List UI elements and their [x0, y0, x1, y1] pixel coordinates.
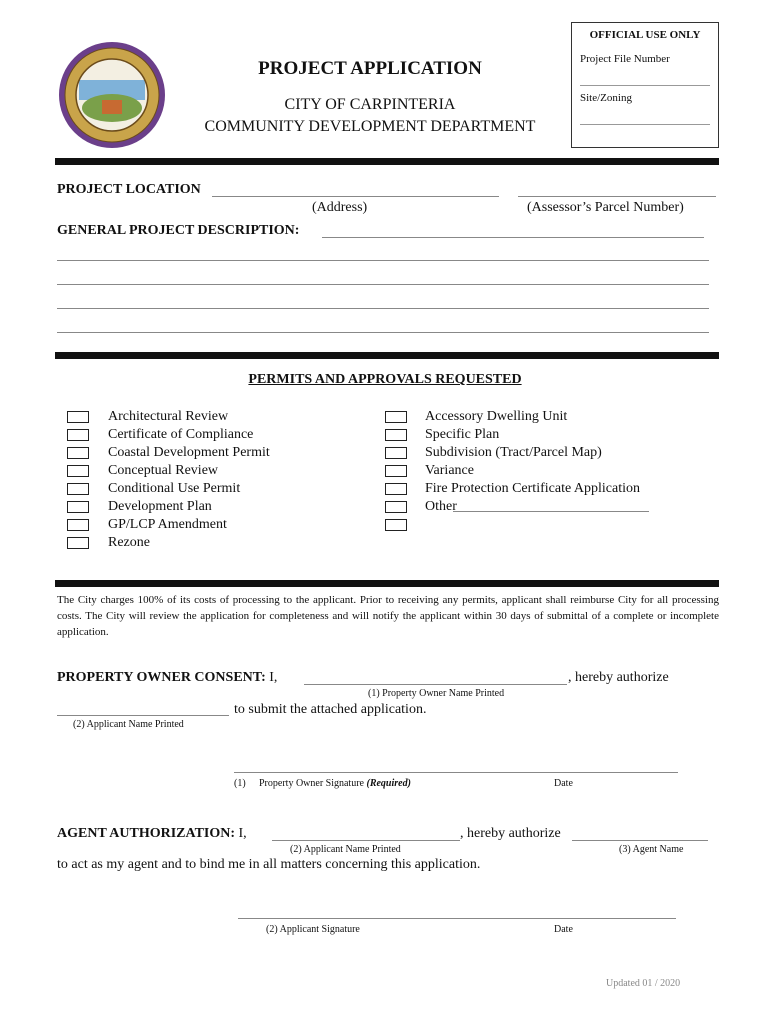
official-use-box [571, 22, 719, 148]
owner-name-field[interactable] [304, 684, 567, 685]
updated-footer: Updated 01 / 2020 [606, 978, 681, 989]
description-line-2[interactable] [57, 260, 709, 261]
agent-authorize-text: , hereby authorize [460, 826, 561, 841]
permit-left-checkbox[interactable] [67, 537, 89, 549]
apn-caption: (Assessor’s Parcel Number) [527, 200, 684, 215]
permit-right-label: Fire Protection Certificate Application [425, 481, 640, 496]
applicant-signature-field[interactable] [238, 918, 676, 919]
owner-authorize-text: , hereby authorize [568, 670, 669, 685]
owner-sig-num: (1) [234, 778, 246, 789]
agent-name-field[interactable] [572, 840, 708, 841]
agent-applicant-caption: (2) Applicant Name Printed [290, 844, 401, 855]
description-line-1[interactable] [322, 237, 704, 238]
permit-left-checkbox[interactable] [67, 483, 89, 495]
permit-right-label: Specific Plan [425, 427, 500, 442]
permit-right-checkbox[interactable] [385, 483, 407, 495]
permit-right-label: Variance [425, 463, 474, 478]
agent-applicant-field[interactable] [272, 840, 460, 841]
permit-left-checkbox[interactable] [67, 411, 89, 423]
permit-right-label: Other [425, 499, 457, 514]
permit-left-checkbox[interactable] [67, 501, 89, 513]
agent-auth-label: AGENT AUTHORIZATION: [57, 826, 236, 841]
site-zoning-field[interactable] [580, 108, 710, 125]
permit-left-checkbox[interactable] [67, 519, 89, 531]
permit-left-item [67, 534, 150, 552]
address-field[interactable] [212, 196, 499, 197]
owner-consent-i: I, [269, 670, 278, 685]
permit-right-label: Accessory Dwelling Unit [425, 409, 568, 424]
permits-heading: PERMITS AND APPROVALS REQUESTED [248, 372, 522, 387]
permit-left-label: GP/LCP Amendment [108, 517, 227, 532]
applicant-sig-caption: (2) Applicant Signature [266, 924, 360, 935]
header-divider [55, 158, 719, 165]
permit-left-item [67, 480, 241, 498]
file-number-label: Project File Number [580, 53, 670, 65]
permit-left-checkbox[interactable] [67, 465, 89, 477]
address-caption: (Address) [312, 200, 368, 215]
applicant-date-caption: Date [554, 924, 573, 935]
permit-right-label: Subdivision (Tract/Parcel Map) [425, 445, 602, 460]
city-name: CITY OF CARPINTERIA [284, 96, 456, 113]
permit-right-item [385, 444, 602, 462]
description-label: GENERAL PROJECT DESCRIPTION: [57, 223, 300, 238]
owner-date-caption: Date [554, 778, 573, 789]
permit-left-label: Coastal Development Permit [108, 445, 270, 460]
permit-left-checkbox[interactable] [67, 447, 89, 459]
description-line-5[interactable] [57, 332, 709, 333]
permit-right-checkbox[interactable] [385, 429, 407, 441]
agent-auth-line [57, 826, 247, 842]
permit-right-checkbox[interactable] [385, 501, 407, 513]
permit-left-item [67, 408, 229, 426]
permit-right-checkbox[interactable] [385, 411, 407, 423]
permit-left-item [67, 426, 254, 444]
owner-sig-caption-text: Property Owner Signature [259, 778, 364, 789]
permit-right-item [385, 480, 640, 498]
permit-left-label: Conceptual Review [108, 463, 219, 478]
description-line-3[interactable] [57, 284, 709, 285]
permit-left-item [67, 462, 219, 480]
other-permit-field[interactable] [453, 511, 649, 512]
permit-right-checkbox[interactable] [385, 465, 407, 477]
owner-consent-line [57, 670, 277, 686]
owner-sig-required: (Required) [366, 778, 411, 789]
permit-left-item [67, 498, 212, 516]
page-title: PROJECT APPLICATION [258, 58, 482, 79]
permit-left-item [67, 444, 270, 462]
description-line-4[interactable] [57, 308, 709, 309]
permit-right-checkbox[interactable] [385, 519, 407, 531]
permit-right-item [385, 498, 457, 516]
city-seal-logo [57, 40, 167, 150]
file-number-field[interactable] [580, 69, 710, 86]
permit-left-item [67, 516, 227, 534]
permit-left-checkbox[interactable] [67, 429, 89, 441]
applicant-name-field[interactable] [57, 715, 229, 716]
permit-left-label: Rezone [108, 535, 150, 550]
permits-divider [55, 580, 719, 587]
permit-left-label: Architectural Review [108, 409, 229, 424]
permit-right-item [385, 516, 425, 534]
section-divider [55, 352, 719, 359]
project-location-label: PROJECT LOCATION [57, 182, 201, 197]
permit-right-item [385, 408, 568, 426]
owner-consent-label: PROPERTY OWNER CONSENT: [57, 670, 266, 685]
permit-right-item [385, 426, 500, 444]
permit-right-checkbox[interactable] [385, 447, 407, 459]
agent-act-text: to act as my agent and to bind me in all matters concerning this application. [57, 857, 481, 872]
department-name: COMMUNITY DEVELOPMENT DEPARTMENT [204, 118, 536, 135]
submit-text: to submit the attached application. [234, 702, 427, 717]
site-zoning-label: Site/Zoning [580, 92, 632, 104]
agent-name-caption: (3) Agent Name [619, 844, 684, 855]
agent-auth-i: I, [238, 826, 247, 841]
permit-left-label: Certificate of Compliance [108, 427, 254, 442]
owner-sig-caption [259, 778, 411, 789]
official-use-heading: OFFICIAL USE ONLY [589, 29, 701, 41]
apn-field[interactable] [518, 196, 716, 197]
owner-signature-field[interactable] [234, 772, 678, 773]
cost-notice: The City charges 100% of its costs of processing to the applicant. Prior to receiving any permits, applicant shall reimburse City for all processing costs. The City will review the application for completeness and will notify the applicant within 30 days of submittal of a complete or incomplete application. [57, 594, 719, 638]
applicant-name-caption: (2) Applicant Name Printed [73, 719, 184, 730]
permit-right-item [385, 462, 474, 480]
owner-name-caption: (1) Property Owner Name Printed [368, 688, 505, 699]
permit-left-label: Development Plan [108, 499, 212, 514]
permit-left-label: Conditional Use Permit [108, 481, 241, 496]
